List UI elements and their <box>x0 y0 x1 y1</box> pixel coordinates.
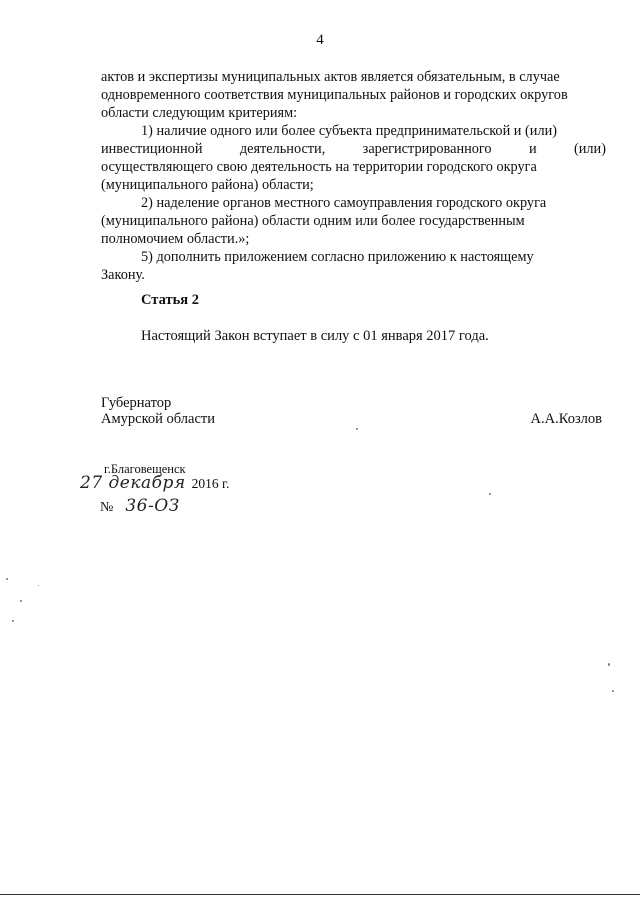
scan-speck <box>20 600 22 602</box>
law-number <box>100 496 180 516</box>
paragraph-line: одновременного соответствия муниципальных районов и городских округов <box>101 87 568 103</box>
criterion-1-line: (муниципального района) области; <box>101 177 314 193</box>
scan-speck <box>612 690 614 692</box>
scan-speck <box>38 585 39 586</box>
scan-speck <box>356 428 358 430</box>
governor-title-line: Губернатор <box>101 395 172 411</box>
word: (или) <box>574 141 606 157</box>
signing-place: г.Благовещенск <box>104 462 186 476</box>
page-number: 4 <box>316 32 324 48</box>
criterion-2-line: полномочием области.»; <box>101 231 250 247</box>
criterion-1-line: осуществляющего свою деятельность на территории городского округа <box>101 159 537 175</box>
article-1-continuation <box>101 68 606 284</box>
scan-speck <box>489 493 491 495</box>
governor-title <box>101 395 215 427</box>
word: зарегистрированного <box>362 141 492 157</box>
governor-title-line: Амурской области <box>101 411 215 427</box>
scan-edge-line <box>0 894 640 895</box>
number-sign: № <box>100 500 114 515</box>
governor-name: А.А.Козлов <box>530 411 602 427</box>
scan-speck <box>6 578 8 580</box>
paragraph-line: актов и экспертизы муниципальных актов является обязательным, в случае <box>101 69 560 85</box>
signing-date <box>80 473 229 493</box>
article-2-title: Статья 2 <box>141 292 199 308</box>
handwritten-number: 36-ОЗ <box>125 496 180 516</box>
scan-speck <box>608 663 610 666</box>
criterion-1-spread-line <box>101 140 606 158</box>
criterion-1-line: 1) наличие одного или более субъекта предпринимательской и (или) <box>141 123 557 139</box>
article-2-text: Настоящий Закон вступает в силу с 01 января 2017 года. <box>141 328 489 344</box>
item-5-line: 5) дополнить приложением согласно приложению к настоящему <box>141 249 534 265</box>
word: и <box>528 141 537 157</box>
scan-speck <box>12 620 14 622</box>
criterion-2-line: (муниципального района) области одним или более государственным <box>101 213 525 229</box>
handwritten-date: 27 декабря <box>80 473 186 493</box>
word: деятельности, <box>239 141 326 157</box>
word: инвестиционной <box>101 141 203 157</box>
date-year: 2016 г. <box>191 476 230 491</box>
criterion-2-line: 2) наделение органов местного самоуправления городского округа <box>141 195 547 211</box>
item-5-line: Закону. <box>101 267 145 283</box>
paragraph-line: области следующим критериям: <box>101 105 298 121</box>
